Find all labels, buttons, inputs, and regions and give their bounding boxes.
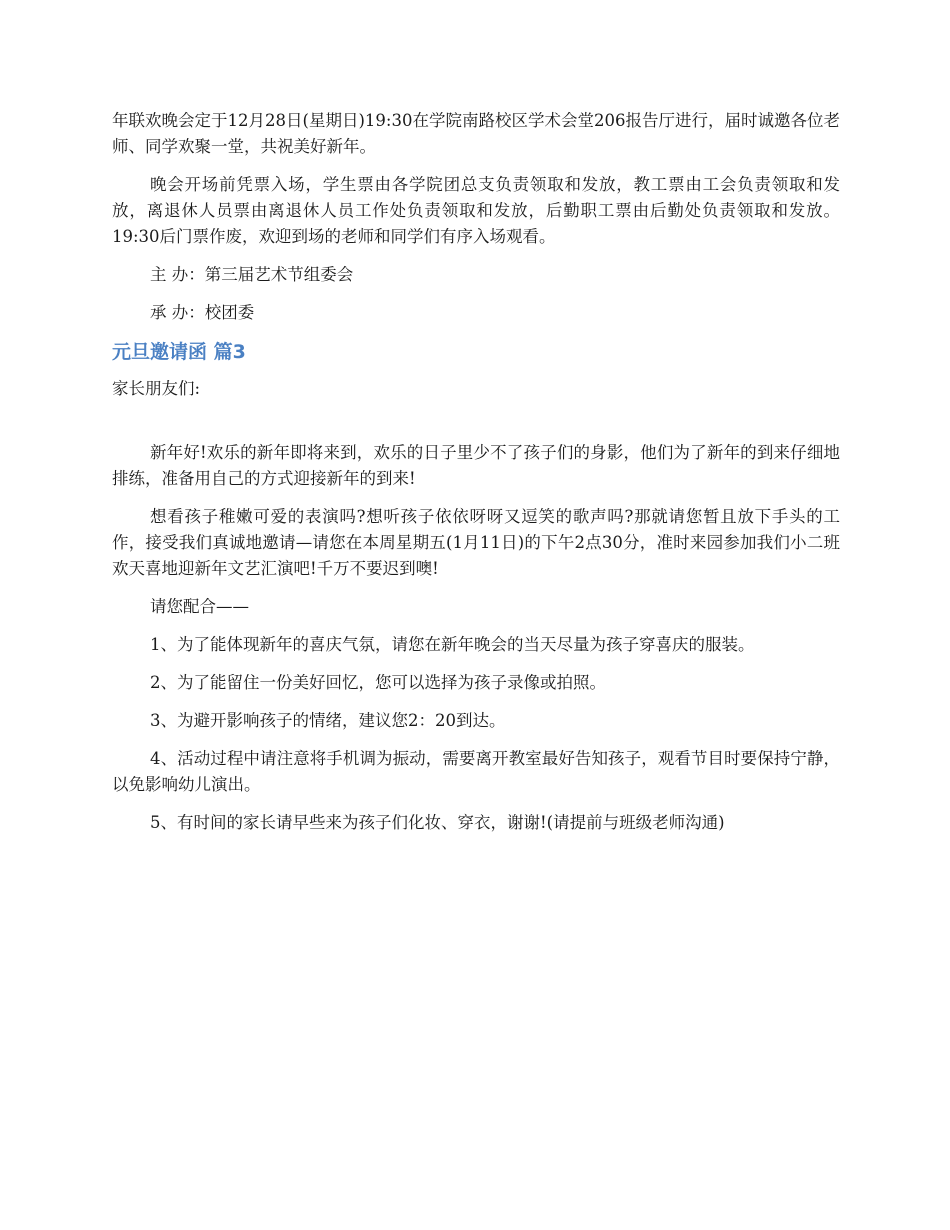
list-item: 5、有时间的家长请早些来为孩子们化妆、穿衣，谢谢!(请提前与班级老师沟通) (150, 813, 725, 832)
paragraph-ticket-info: 晚会开场前凭票入场，学生票由各学院团总支负责领取和发放，教工票由工会负责领取和发放，离退休人员票由离退休人员工作处负责领取和发放，后勤职工票由后勤处负责领取和发放。19:30后门票作废，欢迎到场的老师和同学们有序入场观看。 (112, 175, 840, 246)
paragraph-greeting: 新年好!欢乐的新年即将来到，欢乐的日子里少不了孩子们的身影，他们为了新年的到来仔细地排练，准备用自己的方式迎接新年的到来! (112, 443, 840, 488)
list-item: 4、活动过程中请注意将手机调为振动，需要离开教室最好告知孩子，观看节目时要保持宁静，以免影响幼儿演出。 (112, 749, 840, 794)
document-page (112, 108, 840, 836)
salutation: 家长朋友们: (112, 379, 201, 398)
organizer-line: 主 办：第三届艺术节组委会 (150, 265, 354, 284)
paragraph-invitation: 想看孩子稚嫩可爱的表演吗?想听孩子依依呀呀又逗笑的歌声吗?那就请您暂且放下手头的工作，接受我们真诚地邀请—请您在本周星期五(1月11日)的下午2点30分，准时来园参加我们小二班欢天喜地迎新年文艺汇演吧!千万不要迟到噢! (112, 507, 840, 578)
section-title: 元旦邀请函 篇3 (112, 341, 246, 363)
paragraph-cooperation: 请您配合—— (150, 597, 249, 616)
list-item: 2、为了能留住一份美好回忆，您可以选择为孩子录像或拍照。 (150, 673, 606, 692)
paragraph-party-time: 年联欢晚会定于12月28日(星期日)19:30在学院南路校区学术会堂206报告厅进行，届时诚邀各位老师、同学欢聚一堂，共祝美好新年。 (112, 111, 840, 156)
co-organizer-line: 承 办：校团委 (150, 303, 255, 322)
list-item: 3、为避开影响孩子的情绪，建议您2：20到达。 (150, 711, 506, 730)
list-item: 1、为了能体现新年的喜庆气氛，请您在新年晚会的当天尽量为孩子穿喜庆的服装。 (150, 635, 755, 654)
